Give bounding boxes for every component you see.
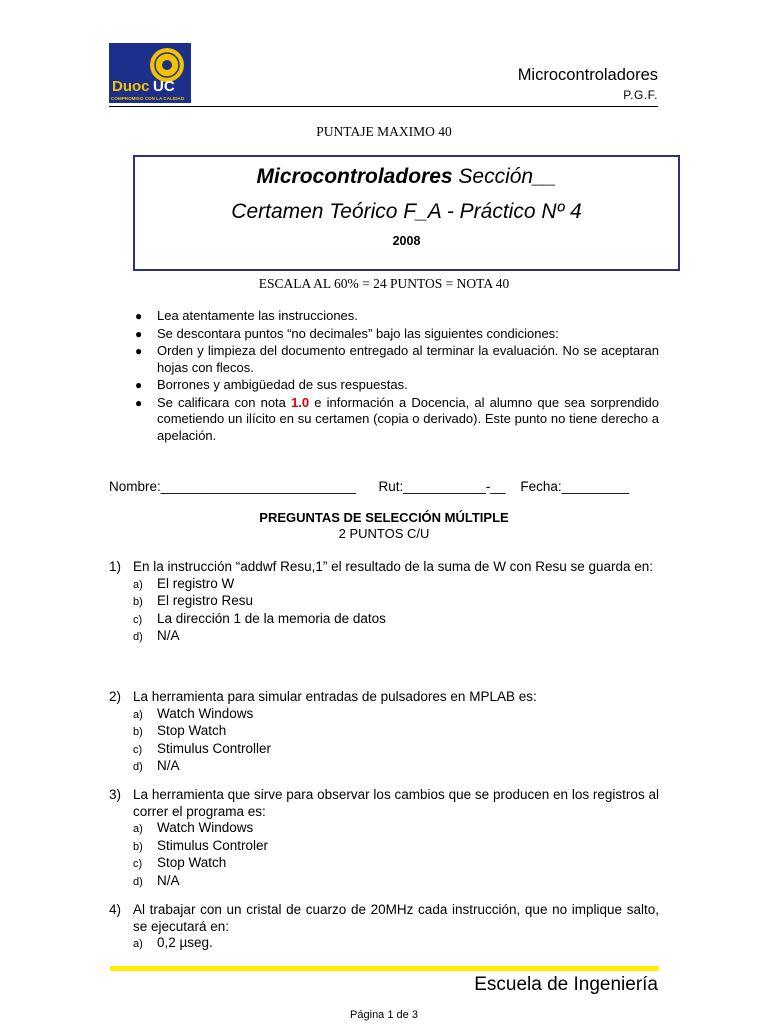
failing-grade: 1.0 [291, 394, 310, 410]
answer-option[interactable]: c) Stop Watch [133, 855, 227, 870]
header-title: Microcontroladores [517, 66, 658, 84]
answer-option[interactable]: b) Stop Watch [133, 723, 227, 738]
instruction-item: ● Borrones y ambigüedad de sus respuestas. [135, 377, 408, 392]
question-text: La herramienta para simular entradas de pulsadores en MPLAB es: [133, 689, 537, 704]
exam-year: 2008 [392, 234, 421, 248]
question-text: En la instrucción “addwf Resu,1” el resultado de la suma de W con Resu se guarda en: [133, 559, 654, 574]
question-1 [109, 559, 659, 646]
svg-text:UC: UC [153, 78, 175, 95]
page-number: Página 1 de 3 [350, 1009, 418, 1021]
instruction-item: ● Lea atentamente las instrucciones. [135, 308, 358, 323]
title-box [133, 155, 680, 271]
answer-option[interactable]: d) N/A [133, 872, 180, 888]
question-text: Al trabajar con un cristal de cuarzo de 20MHz cada instrucción, que no implique salto, se ejecutará en: [133, 902, 659, 934]
question-number: 4) [109, 902, 122, 917]
bullet-icon: ● [135, 309, 143, 323]
student-info-line[interactable]: Nombre:__________________________ Rut:___________-__ Fecha:_________ [109, 479, 630, 494]
duocuc-logo [109, 43, 191, 103]
bullet-icon: ● [135, 326, 143, 341]
instruction-item: ● Se calificara con nota 1.0 e información a Docencia, al alumno que sea sorprendido cometiendo un ilícito en su certamen (copia o derivado). Este punto no tiene derecho a apelación. [135, 394, 659, 443]
answer-option[interactable]: d) N/A [133, 628, 180, 643]
bullet-icon: ● [135, 395, 143, 410]
bullet-icon: ● [135, 378, 143, 392]
answer-option[interactable]: a) 0,2 µseg. [133, 935, 213, 950]
answer-option[interactable]: d) N/A [133, 758, 180, 773]
grading-scale: ESCALA AL 60% = 24 PUNTOS = NOTA 40 [258, 276, 510, 291]
max-score: PUNTAJE MAXIMO 40 [316, 124, 452, 139]
instruction-item: ● Orden y limpieza del documento entregado al terminar la evaluación. No se aceptaran hojas con flecos. [135, 343, 659, 375]
question-3 [109, 787, 659, 890]
course-line [135, 165, 678, 189]
course-name: Microcontroladores [256, 165, 453, 188]
question-number: 1) [109, 559, 122, 574]
question-4 [109, 902, 659, 953]
question-text: La herramienta que sirve para observar los cambios que se producen en los registros al correr el programa es: [133, 787, 659, 819]
answer-option[interactable]: a) El registro W [133, 575, 235, 591]
exam-title: Certamen Teórico F_A - Práctico Nº 4 [231, 200, 582, 223]
section-points: 2 PUNTOS C/U [338, 526, 430, 541]
answer-option[interactable]: c) La dirección 1 de la memoria de datos [133, 610, 386, 626]
question-number: 3) [109, 787, 122, 802]
question-number: 2) [109, 689, 122, 704]
question-2 [109, 689, 659, 776]
instructions-list [135, 308, 659, 445]
answer-option[interactable]: c) Stimulus Controller [133, 740, 272, 756]
bullet-icon: ● [135, 344, 143, 358]
answer-option[interactable]: a) Watch Windows [133, 705, 254, 721]
svg-text:COMPROMISO CON LA CALIDAD: COMPROMISO CON LA CALIDAD [111, 96, 185, 101]
footer-title: Escuela de Ingeniería [474, 974, 658, 995]
header-subtitle: P.G.F. [623, 88, 658, 102]
answer-option[interactable]: b) Stimulus Controler [133, 837, 269, 853]
answer-option[interactable]: b) El registro Resu [133, 593, 254, 608]
section-label: Sección__ [452, 165, 557, 188]
section-title: PREGUNTAS DE SELECCIÓN MÚLTIPLE [259, 510, 509, 525]
instruction-item: ● Se descontara puntos “no decimales” bajo las siguientes condiciones: [135, 325, 559, 341]
svg-text:Duoc: Duoc [112, 78, 150, 95]
footer-accent-bar [110, 966, 659, 971]
header-divider [109, 106, 658, 107]
answer-option[interactable]: a) Watch Windows [133, 820, 254, 835]
